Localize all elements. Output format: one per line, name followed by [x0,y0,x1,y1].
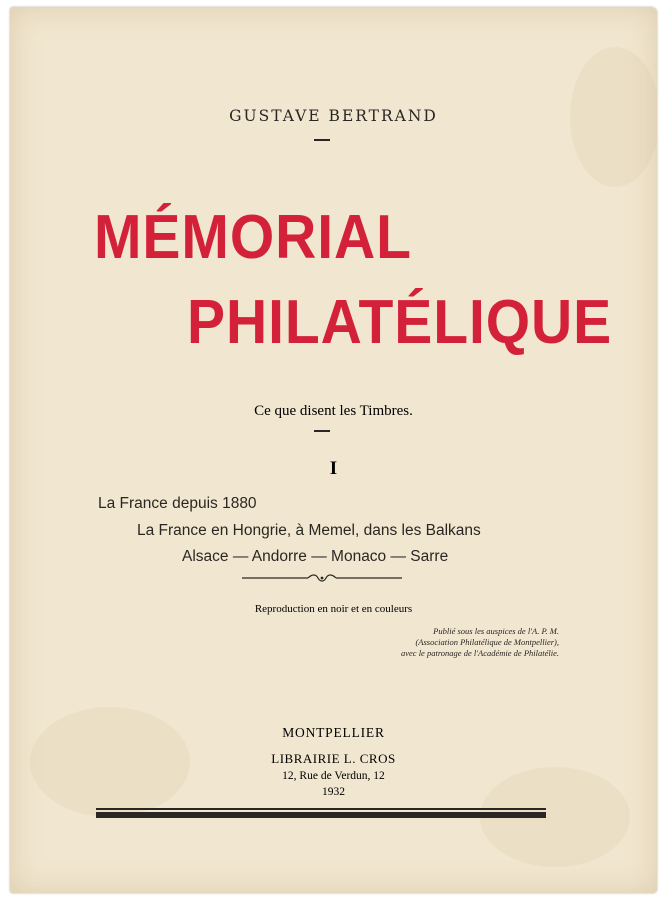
book-cover [10,7,657,893]
imprint-address: 12, Rue de Verdun, 12 [282,770,385,782]
patronage-line: Publié sous les auspices de l'A. P. M. [433,626,559,636]
title-line-1: MÉMORIAL [94,203,412,272]
reproduction-note: Reproduction en noir et en couleurs [254,603,413,615]
separator-dash [314,139,330,141]
patronage-line: avec le patronage de l'Académie de Philatélie. [401,648,559,658]
author-name: GUSTAVE BERTRAND [229,107,438,125]
separator-dash [314,430,330,432]
footer-rule-thin [96,808,546,810]
imprint-year: 1932 [322,786,345,798]
subtitle: Ce que disent les Timbres. [254,403,413,419]
footer-rule-thick [96,812,546,818]
contents-line: Alsace — Andorre — Monaco — Sarre [182,548,449,565]
imprint-city: MONTPELLIER [282,725,385,740]
ornamental-divider [242,573,402,583]
contents-line: La France en Hongrie, à Memel, dans les Balkans [137,522,481,539]
title-line-2: PHILATÉLIQUE [187,288,613,357]
imprint-publisher: LIBRAIRIE L. CROS [271,751,396,766]
volume-number: I [329,458,338,479]
contents-line: La France depuis 1880 [98,495,257,512]
patronage-line: (Association Philatélique de Montpellier), [415,637,559,647]
